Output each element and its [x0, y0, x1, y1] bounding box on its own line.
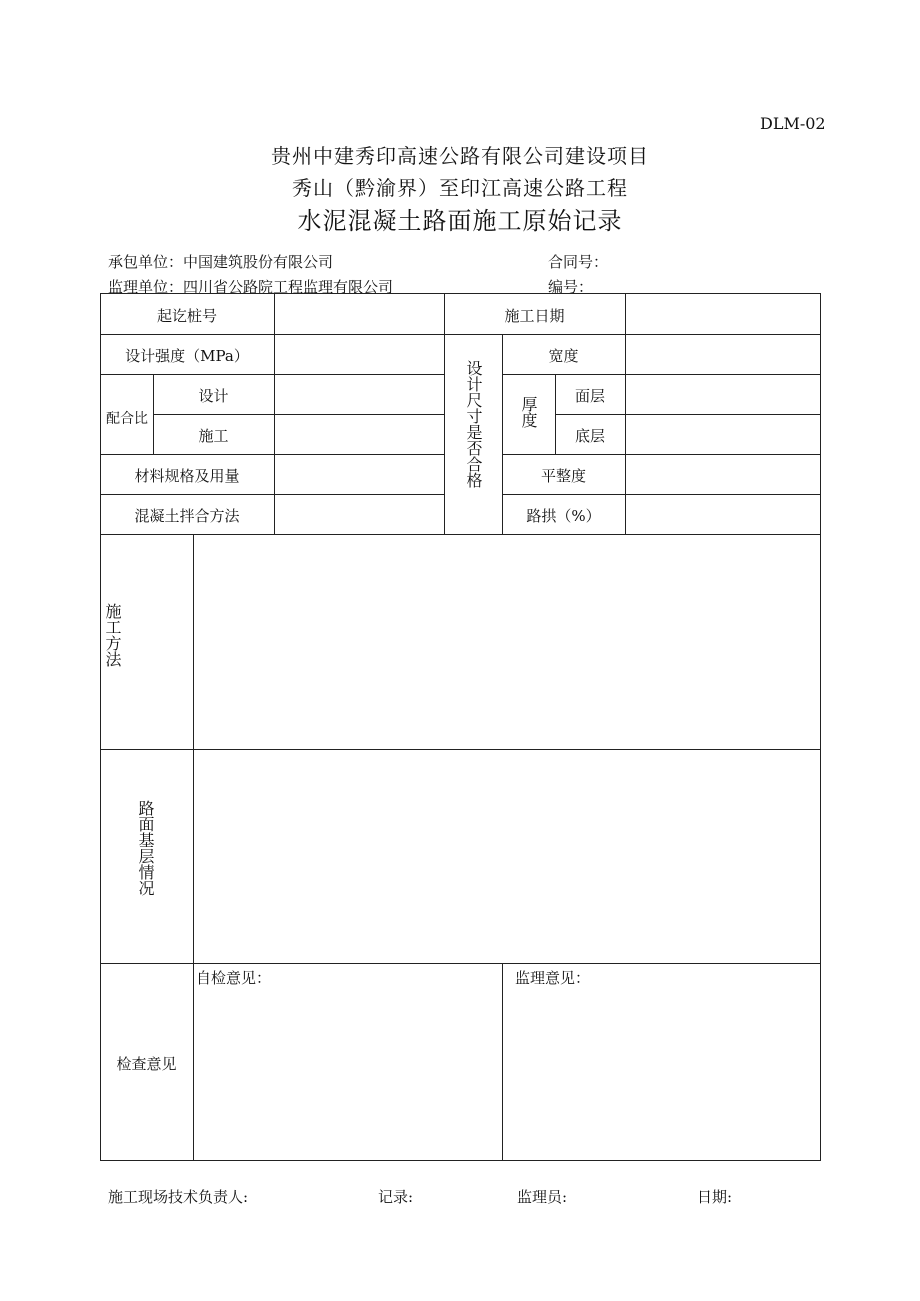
contract-no-label: 合同号： — [548, 253, 609, 271]
project-title: 秀山（黔渝界）至印江高速公路工程 — [292, 176, 628, 200]
width-label: 宽度 — [548, 347, 579, 365]
form-title: 水泥混凝土路面施工原始记录 — [297, 207, 623, 235]
supervisor-value: 四川省公路院工程监理有限公司 — [183, 278, 394, 296]
station-label: 起讫桩号 — [156, 307, 217, 325]
mix-design-label: 设计 — [198, 387, 229, 405]
supervision-opinion-label: 监理意见： — [515, 969, 591, 987]
mix-construction-label: 施工 — [198, 427, 229, 445]
footer-date-label: 日期: — [697, 1188, 733, 1206]
base-layer-label: 底层 — [574, 427, 605, 445]
supervisor-label: 监理单位： — [108, 278, 184, 296]
mix-ratio-label: 配合比 — [106, 411, 148, 427]
tech-lead-label: 施工现场技术负责人: — [108, 1188, 249, 1206]
construction-date-label: 施工日期 — [504, 307, 565, 325]
recorder-label: 记录: — [378, 1188, 414, 1206]
contractor-label: 承包单位： — [108, 253, 184, 271]
mixing-method-label: 混凝土拌合方法 — [134, 507, 240, 525]
contractor-value: 中国建筑股份有限公司 — [183, 253, 334, 271]
self-check-label: 自检意见： — [196, 969, 272, 987]
base-condition-label: 路面基层情况 — [136, 800, 155, 896]
material-label: 材料规格及用量 — [134, 467, 240, 485]
serial-no-label: 编号： — [548, 278, 594, 296]
inspection-label: 检查意见 — [116, 1055, 177, 1073]
method-label: 施工方法 — [103, 603, 122, 667]
design-strength-label: 设计强度（MPa） — [125, 347, 249, 365]
crown-label: 路拱（%） — [526, 507, 601, 525]
thickness-label: 厚度 — [519, 396, 538, 428]
surface-layer-label: 面层 — [574, 387, 605, 405]
document-code: DLM-02 — [760, 114, 826, 133]
flatness-label: 平整度 — [540, 467, 586, 485]
company-title: 贵州中建秀印高速公路有限公司建设项目 — [271, 144, 649, 168]
supervisor-signature-label: 监理员: — [517, 1188, 568, 1206]
dimension-check-label: 设计尺寸是否合格 — [464, 360, 483, 488]
